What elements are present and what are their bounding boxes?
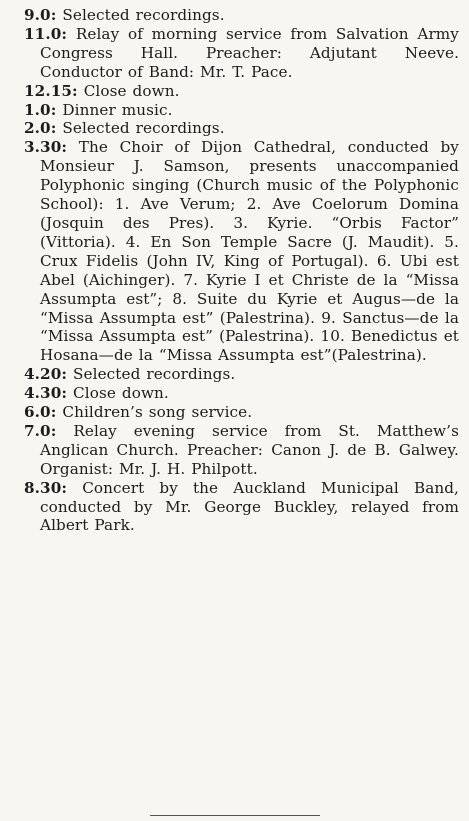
programme-entry xyxy=(24,82,459,101)
entry-time: 7.0: xyxy=(24,421,57,440)
entry-text: Children’s song service. xyxy=(62,403,253,422)
programme-entry xyxy=(24,479,459,536)
entry-text: Dinner music. xyxy=(62,100,173,119)
programme-entry xyxy=(24,403,459,422)
entry-text: Close down. xyxy=(73,384,169,403)
programme-entry xyxy=(24,25,459,82)
entry-time: 9.0: xyxy=(24,6,57,24)
entry-time: 2.0: xyxy=(24,119,57,138)
programme-entry xyxy=(24,422,459,479)
entry-text: The Choir of Dijon Cathedral, conducted by Monsieur J. Samson, presents unaccompanied Polyphonic singing (Church music of the Polyphonic School): 1. Ave Verum; 2. Ave Coelorum Domina (Josquin des Pres). 3. Kyrie. “Orbis Factor” (Vittoria). 4. En Son Temple Sacre (J. Maudit). 5. Crux Fidelis (John IV, King of Portugal). 6. Ubi est Abel (Aichinger). 7. Kyrie I et Christe de la “Missa Assumpta est”; 8. Suite du Kyrie et Augus—de la “Missa Assumpta est” (Palestrina). 9. Sanctus—de la “Missa Assumpta est” (Palestrina). 10. Benedictus et Hosana—de la “Missa Assumpta est”(Palestrina). xyxy=(40,138,459,365)
entry-text: Relay evening service from St. Matthew’s Anglican Church. Preacher: Canon J. de B. Galwey. Organist: Mr. J. H. Philpott. xyxy=(40,421,459,478)
programme-listing xyxy=(24,6,459,535)
entry-text: Selected recordings. xyxy=(62,119,225,138)
section-divider xyxy=(150,815,320,816)
programme-entry xyxy=(24,138,459,365)
entry-time: 12.15: xyxy=(24,81,78,100)
programme-entry xyxy=(24,384,459,403)
programme-entry xyxy=(24,365,459,384)
entry-text: Concert by the Auckland Municipal Band, conducted by Mr. George Buckley, relayed from Albert Park. xyxy=(40,478,459,535)
entry-time: 4.20: xyxy=(24,365,68,384)
entry-time: 1.0: xyxy=(24,100,57,119)
entry-time: 11.0: xyxy=(24,24,68,43)
programme-entry xyxy=(24,6,459,25)
entry-text: Relay of morning service from Salvation Army Congress Hall. Preacher: Adjutant Neeve. Conductor of Band: Mr. T. Pace. xyxy=(40,24,459,81)
entry-text: Close down. xyxy=(83,81,180,100)
entry-text: Selected recordings. xyxy=(73,365,236,384)
programme-entry xyxy=(24,101,459,120)
entry-time: 8.30: xyxy=(24,478,68,497)
programme-entry xyxy=(24,119,459,138)
entry-time: 6.0: xyxy=(24,403,57,422)
entry-time: 3.30: xyxy=(24,138,68,157)
entry-text: Selected recordings. xyxy=(62,6,225,24)
entry-time: 4.30: xyxy=(24,384,68,403)
